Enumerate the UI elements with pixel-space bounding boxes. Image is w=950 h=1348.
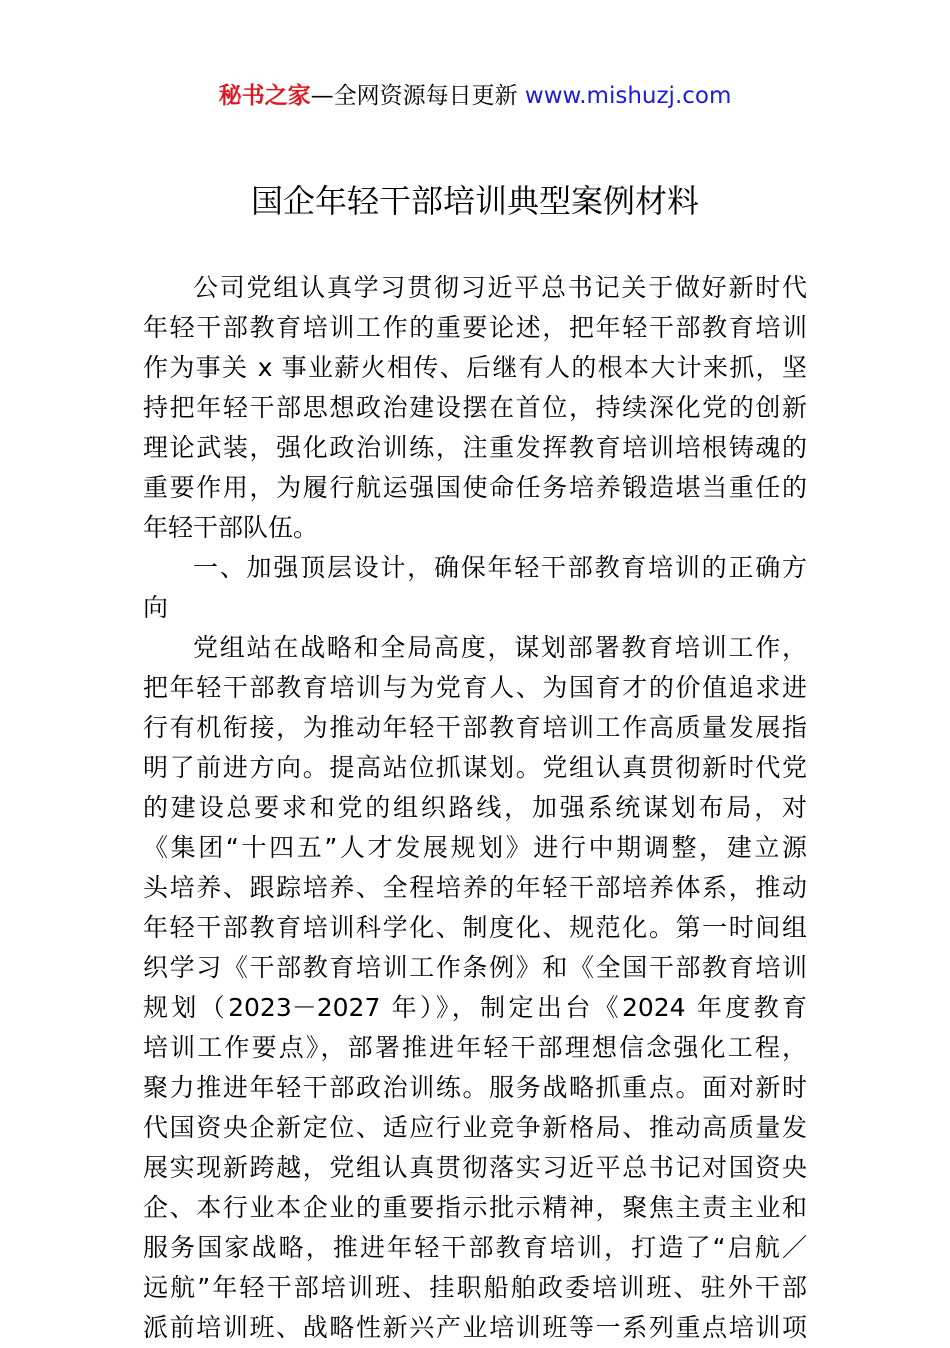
text-line: 织学习《干部教育培训工作条例》和《全国干部教育培训 <box>143 953 807 982</box>
text-line: 远航”年轻干部培训班、挂职船舶政委培训班、驻外干部 <box>143 1273 807 1302</box>
text-line: 党组站在战略和全局高度，谋划部署教育培训工作， <box>193 633 807 662</box>
text-line: 培训工作要点》，部署推进年轻干部理想信念强化工程， <box>143 1033 807 1062</box>
text-line: 重要作用，为履行航运强国使命任务培养锻造堪当重任的 <box>143 473 807 502</box>
text-line: 年轻干部队伍。 <box>143 513 319 542</box>
text-line: 明了前进方向。提高站位抓谋划。党组认真贯彻新时代党 <box>143 753 807 782</box>
site-url-link[interactable]: www.mishuzj.com <box>517 83 732 109</box>
site-tagline: —全网资源每日更新 <box>310 83 518 109</box>
document-body <box>143 268 807 1348</box>
text-line: 公司党组认真学习贯彻习近平总书记关于做好新时代 <box>193 273 807 302</box>
text-line: 的建设总要求和党的组织路线，加强系统谋划布局，对 <box>143 793 807 822</box>
text-line: 聚力推进年轻干部政治训练。服务战略抓重点。面对新时 <box>143 1073 807 1102</box>
text-line: 理论武装，强化政治训练，注重发挥教育培训培根铸魂的 <box>143 433 807 462</box>
text-line: 《集团“十四五”人才发展规划》进行中期调整，建立源 <box>143 833 807 862</box>
text-line: 企、本行业本企业的重要指示批示精神，聚焦主责主业和 <box>143 1193 807 1222</box>
text-line: 代国资央企新定位、适应行业竞争新格局、推动高质量发 <box>143 1113 807 1142</box>
text-line: 派前培训班、战略性新兴产业培训班等一系列重点培训项 <box>143 1313 807 1342</box>
text-line: 头培养、跟踪培养、全程培养的年轻干部培养体系，推动 <box>143 873 807 902</box>
document-title: 国企年轻干部培训典型案例材料 <box>250 182 699 220</box>
text-line: 规划（2023－2027 年）》，制定出台《2024 年度教育 <box>143 993 807 1022</box>
site-header <box>0 80 950 112</box>
text-line: 展实现新跨越，党组认真贯彻落实习近平总书记对国资央 <box>143 1153 807 1182</box>
section-heading: 一、加强顶层设计，确保年轻干部教育培训的正确方 <box>193 553 807 582</box>
text-line: 持把年轻干部思想政治建设摆在首位，持续深化党的创新 <box>143 393 807 422</box>
text-line: 把年轻干部教育培训与为党育人、为国育才的价值追求进 <box>143 673 807 702</box>
section-heading: 向 <box>143 593 169 622</box>
site-brand: 秘书之家 <box>218 83 311 109</box>
text-line: 年轻干部教育培训工作的重要论述，把年轻干部教育培训 <box>143 313 807 342</box>
text-line: 服务国家战略，推进年轻干部教育培训，打造了“启航／ <box>143 1233 807 1262</box>
text-line: 行有机衔接，为推动年轻干部教育培训工作高质量发展指 <box>143 713 807 742</box>
text-line: 年轻干部教育培训科学化、制度化、规范化。第一时间组 <box>143 913 807 942</box>
text-line: 作为事关 x 事业薪火相传、后继有人的根本大计来抓，坚 <box>143 353 807 382</box>
